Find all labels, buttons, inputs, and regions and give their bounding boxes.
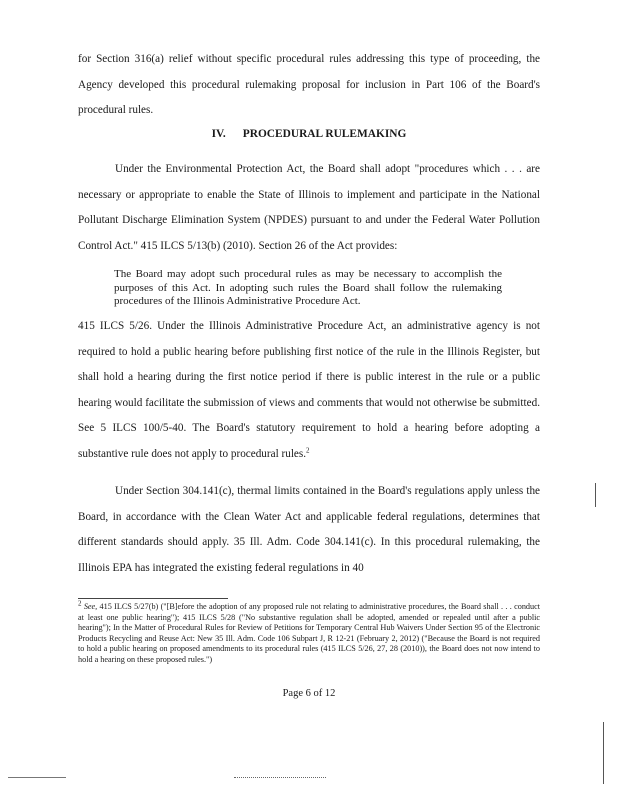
paragraph-3-text: Under Section 304.141(c), thermal limits contained in the Board's regulations apply unless the Board, in accordance with the Clean Water Act and applicable federal regulations, determines that different standards should apply. 35 Ill. Adm. Code 304.141(c). In this procedural rulemaking, the Illinois EPA has integrated the existing federal regulations in 40 [78, 485, 540, 574]
scan-artifact-bottom-left [8, 777, 66, 778]
footnote-text: 415 ILCS 5/27(b) ("[B]efore the adoption of any proposed rule not relating to administrative procedures, the Board shall . . . conduct at least one public hearing"); 415 ILCS 5/28 ("No substantive regulation shall be adopted, amended or repealed until after a public hearing"); In the Matter of Procedural Rules for Review of Petitions for Temporary Central Hub Waivers Under Section 95 of the Electronic Products Recycling and Reuse Act: New 35 Ill. Adm. Code 106 Subpart J, R 12-21 (February 2, 2012) ("Because the Board is not required to hold a public hearing on proposed amendments to its procedural rules (415 ILCS 5/26, 27, 28 (2010)), the Board does not now intend to hold a hearing on these proposed rules.") [78, 602, 541, 664]
continued-paragraph-text: for Section 316(a) relief without specific procedural rules addressing this type of proceeding, the Agency developed this procedural rulemaking proposal for inclusion in Part 106 of the Board's procedural rules. [78, 53, 540, 117]
footnote-number: 2 [78, 599, 82, 608]
scan-artifact-bottom-center [234, 777, 326, 778]
paragraph-1-text: Under the Environmental Protection Act, the Board shall adopt "procedures which . . . are necessary or appropriate to enable the State of Illinois to implement and participate in the National Pollutant Discharge Elimination System (NPDES) pursuant to and under the Federal Water Pollution Control Act." 415 ILCS 5/13(b) (2010). Section 26 of the Act provides: [78, 163, 540, 252]
footnote-signal: See, [83, 602, 98, 611]
scan-artifact-right-top [595, 483, 596, 507]
footnote-divider [78, 598, 228, 599]
footnote-reference: 2 [306, 446, 310, 455]
page-number: Page 6 of 12 [282, 688, 336, 699]
paragraph-2 [78, 314, 540, 468]
scan-artifact-right-bottom [603, 722, 604, 784]
section-number: IV. [211, 128, 226, 140]
paragraph-2-text: 415 ILCS 5/26. Under the Illinois Administrative Procedure Act, an administrative agency is not required to hold a public hearing before publishing first notice of the rule in the Illinois Register, but shall hold a hearing during the first notice period if there is public interest in the rule or a public hearing would facilitate the submission of views and comments that would not otherwise be submitted. See 5 ILCS 100/5-40. The Board's statutory requirement to hold a hearing before adopting a substantive rule does not apply to procedural rules. [78, 320, 540, 460]
paragraph-3 [78, 479, 540, 581]
section-heading [78, 128, 540, 140]
paragraph-1 [78, 157, 540, 259]
block-quote: The Board may adopt such procedural rules as may be necessary to accomplish the purposes of this Act. In adopting such rules the Board shall follow the rulemaking procedures of the Illinois Administrative Procedure Act. [114, 268, 502, 308]
section-title: PROCEDURAL RULEMAKING [242, 128, 407, 140]
paragraph-2-body [78, 314, 540, 468]
continued-paragraph [78, 47, 540, 124]
footnote [78, 599, 541, 665]
